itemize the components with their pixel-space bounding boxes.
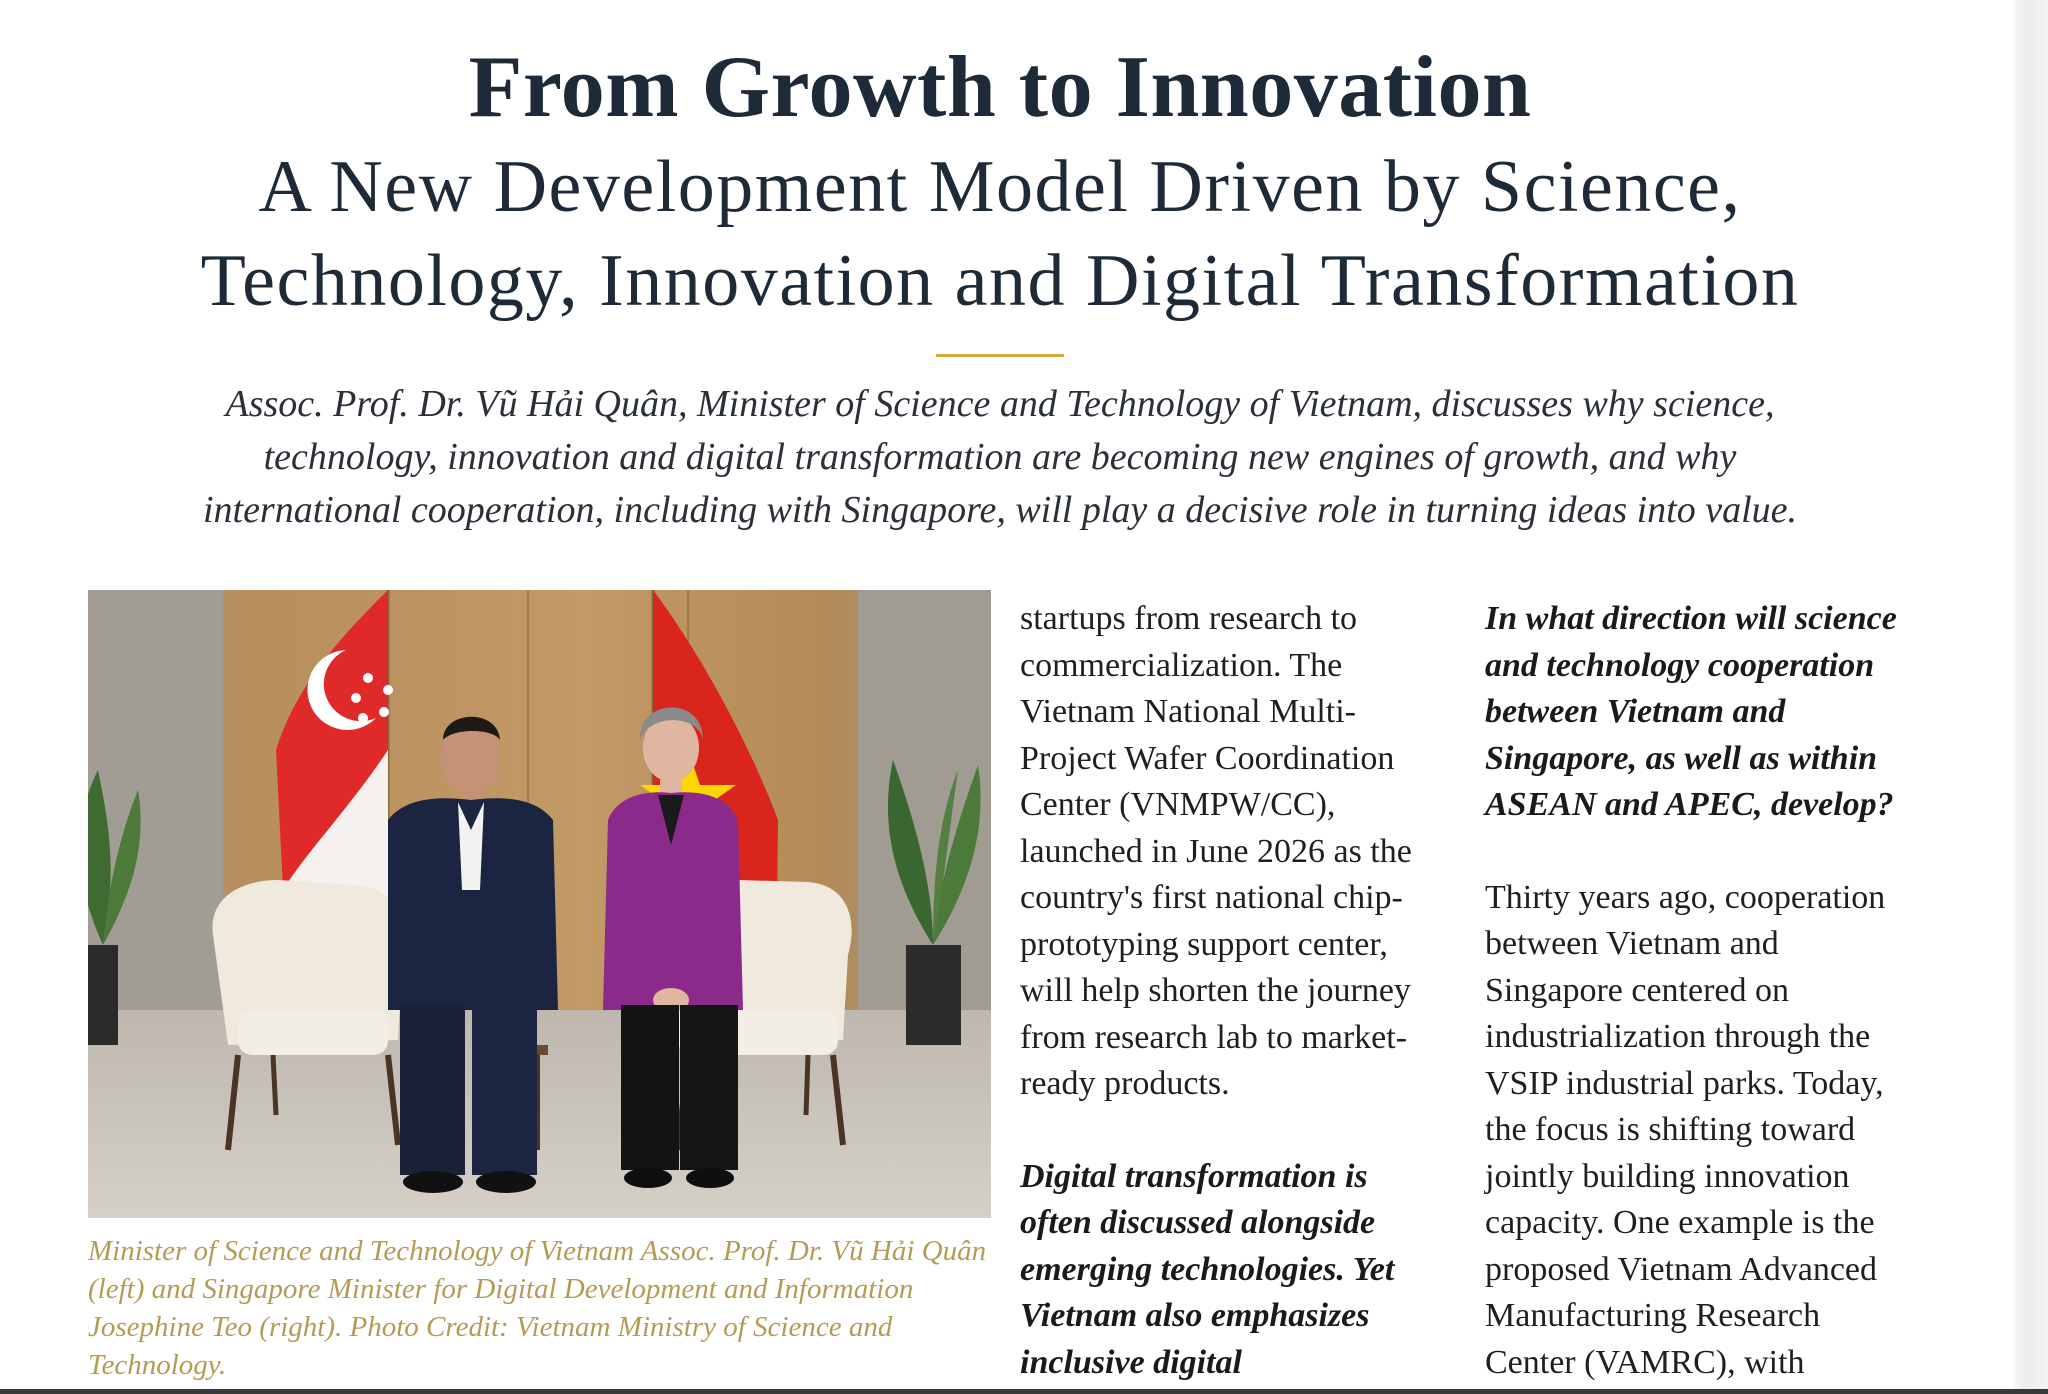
body-line: Center (VNMPW/CC), [1020,786,1336,823]
caption-line: (left) and Singapore Minister for Digital Development and Information [88,1273,914,1305]
page-edge-shadow [2014,0,2048,1394]
body-line: between Vietnam and [1485,925,1779,962]
article-column-2 [1020,596,1460,1386]
body-line: will help shorten the journey [1020,972,1411,1009]
body-line: jointly building innovation [1485,1157,1850,1195]
article-standfirst [110,378,1890,537]
question-line: often discussed alongside [1020,1204,1376,1241]
question-line: Singapore, as well as within [1485,739,1878,777]
question-line: Vietnam also emphasizes [1020,1297,1370,1334]
article-subtitle [0,140,2000,328]
body-line: Vietnam National Multi- [1020,693,1356,730]
body-line: proposed Vietnam Advanced [1485,1250,1878,1288]
ministers-photo [88,590,991,1218]
body-paragraph [1020,596,1460,1108]
question-line: In what direction will science [1485,600,1897,637]
article-title: From Growth to Innovation [468,39,1532,136]
subtitle-line: A New Development Model Driven by Science, [258,146,1742,228]
interview-question [1020,1154,1460,1387]
body-line: Center (VAMRC), with [1485,1343,1805,1381]
standfirst-line: international cooperation, including with Singapore, will play a decisive role in turning ideas into value. [202,489,1798,531]
question-line: between Vietnam and [1485,693,1786,730]
article-column-3 [1485,596,1985,1386]
subtitle-line: Technology, Innovation and Digital Transformation [200,240,1800,322]
body-paragraph [1485,875,1985,1387]
photo-caption [88,1232,1008,1384]
body-line: capacity. One example is the [1485,1204,1875,1241]
body-line: Manufacturing Research [1485,1297,1821,1334]
body-line: Project Wafer Coordination [1020,739,1395,777]
caption-line: Technology. [88,1349,227,1381]
standfirst-line: Assoc. Prof. Dr. Vũ Hải Quân, Minister of Science and Technology of Vietnam, discusses why science, [225,383,1775,425]
body-line: industrialization through the [1485,1018,1871,1055]
page-bottom-border [0,1389,2048,1394]
body-line: prototyping support center, [1020,925,1388,963]
body-line: ready products. [1020,1065,1230,1102]
question-line: Digital transformation is [1020,1157,1368,1195]
interview-question [1485,596,1985,829]
question-line: inclusive digital [1020,1343,1242,1381]
standfirst-line: technology, innovation and digital transformation are becoming new engines of growth, and why [263,436,1737,478]
body-line: VSIP industrial parks. Today, [1485,1064,1884,1102]
body-line: country's first national chip- [1020,879,1403,916]
body-line: startups from research to [1020,600,1358,637]
caption-line: Minister of Science and Technology of Vietnam Assoc. Prof. Dr. Vũ Hải Quân [88,1235,987,1267]
caption-line: Josephine Teo (right). Photo Credit: Vietnam Ministry of Science and [88,1311,893,1343]
question-line: emerging technologies. Yet [1020,1250,1395,1288]
body-line: the focus is shifting toward [1485,1111,1856,1148]
body-line: commercialization. The [1020,646,1343,684]
question-line: ASEAN and APEC, develop? [1485,786,1894,823]
body-line: launched in June 2026 as the [1020,832,1412,870]
body-line: Singapore centered on [1485,971,1789,1009]
body-line: Thirty years ago, cooperation [1485,878,1886,916]
question-line: and technology cooperation [1485,646,1875,684]
accent-divider [936,354,1064,357]
body-line: from research lab to market- [1020,1018,1408,1056]
